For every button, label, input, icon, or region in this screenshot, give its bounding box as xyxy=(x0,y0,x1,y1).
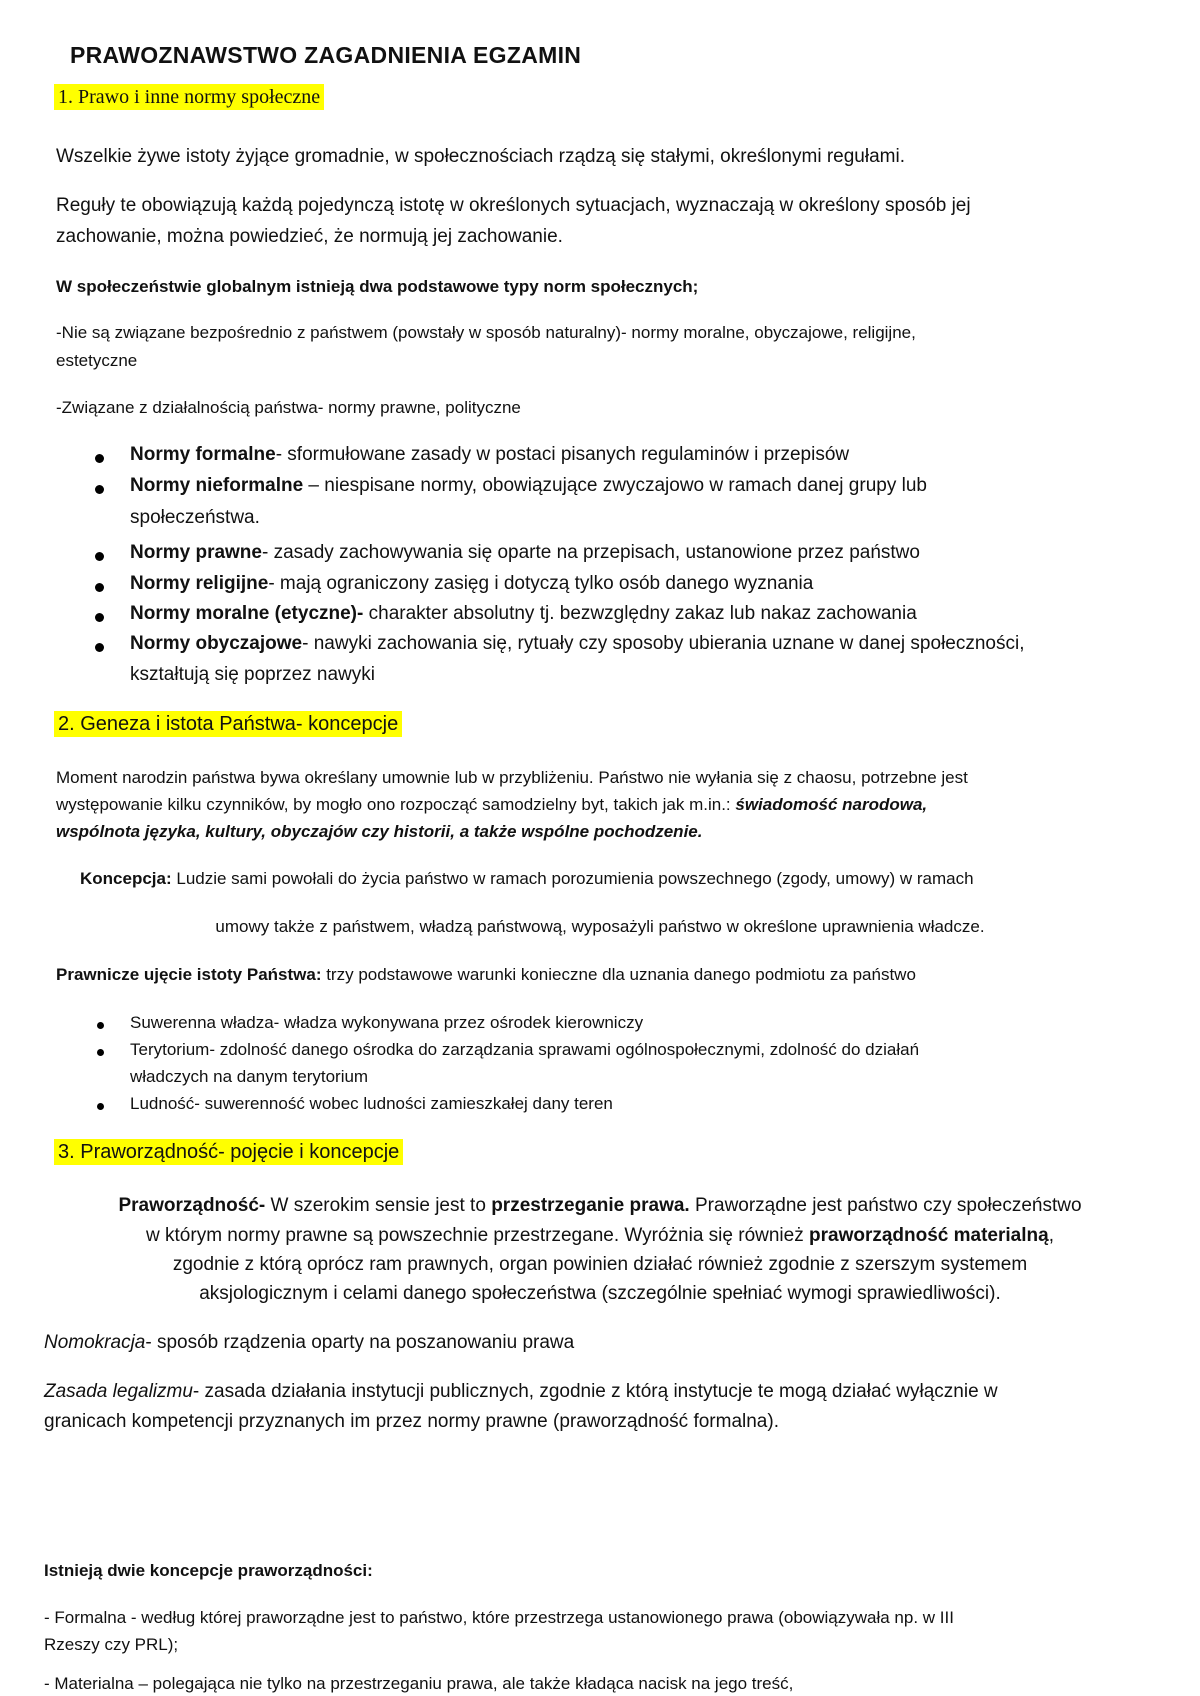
s1-paragraph-1: Wszelkie żywe istoty żyjące gromadnie, w społecznościach rządzą się stałymi, określonymi regułami. xyxy=(56,146,905,167)
bullet-icon xyxy=(97,1103,104,1110)
s3-two-concepts-heading: Istnieją dwie koncepcje praworządności: xyxy=(44,1561,373,1580)
bullet-icon xyxy=(95,485,104,494)
s3-centered-line-2: w którym normy prawne są powszechnie przestrzegane. Wyróżnia się również praworządność materialną, xyxy=(146,1225,1054,1246)
s2-paragraph-1b: występowanie kilku czynników, by mogło ono rozpocząć samodzielny byt, takich jak m.in.: świadomość narodowa, xyxy=(56,795,928,814)
bullet-icon xyxy=(95,643,104,652)
s2-prawnicze-line: Prawnicze ujęcie istoty Państwa: trzy podstawowe warunki konieczne dla uznania danego podmiotu za państwo xyxy=(56,965,916,984)
s1-paragraph-5: -Związane z działalnością państwa- normy prawne, polityczne xyxy=(56,398,521,417)
s1-paragraph-2a: Reguły te obowiązują każdą pojedynczą istotę w określonych sytuacjach, wyznaczają w określony sposób jej xyxy=(56,195,971,216)
s3-legalizm-line-1: Zasada legalizmu- zasada działania instytucji publicznych, zgodnie z którą instytucje te mogą działać wyłącznie w xyxy=(44,1381,998,1402)
s1-list-item: Normy formalne- sformułowane zasady w postaci pisanych regulaminów i przepisów xyxy=(130,444,850,465)
s1-list-item: Normy nieformalne – niespisane normy, obowiązujące zwyczajowo w ramach danej grupy lub xyxy=(130,475,927,496)
s3-material-line-1: - Materialna – polegająca nie tylko na przestrzeganiu prawa, ale także kładąca nacisk na jego treść, xyxy=(44,1674,794,1693)
s3-formal-line-2: Rzeszy czy PRL); xyxy=(44,1635,179,1654)
s2-koncepcja-line-2: umowy także z państwem, władzą państwową, wyposażyli państwo w określone uprawnienia władcze. xyxy=(215,917,985,936)
bullet-icon xyxy=(95,454,104,463)
s2-list-item: Terytorium- zdolność danego ośrodka do zarządzania sprawami ogólnospołecznymi, zdolność do działań xyxy=(130,1040,920,1059)
s1-list-item-continuation: kształtują się poprzez nawyki xyxy=(130,664,375,685)
s2-list-item: Ludność- suwerenność wobec ludności zamieszkałej dany teren xyxy=(130,1094,613,1113)
s3-centered-line-1: Praworządność- W szerokim sensie jest to przestrzeganie prawa. Praworządne jest państwo czy społeczeństwo xyxy=(118,1195,1082,1216)
bullet-icon xyxy=(97,1049,104,1056)
bullet-icon xyxy=(95,583,104,592)
section-3-heading-text: 3. Praworządność- pojęcie i koncepcje xyxy=(54,1139,403,1165)
section-1-heading xyxy=(54,86,324,109)
s1-paragraph-2b: zachowanie, można powiedzieć, że normują jej zachowanie. xyxy=(56,226,563,247)
bullet-icon xyxy=(95,552,104,561)
s1-list-item: Normy obyczajowe- nawyki zachowania się, rytuały czy sposoby ubierania uznane w danej społeczności, xyxy=(130,633,1025,654)
s1-paragraph-3: W społeczeństwie globalnym istnieją dwa podstawowe typy norm społecznych; xyxy=(56,277,699,296)
s2-list-item-continuation: władczych na danym terytorium xyxy=(130,1067,369,1086)
s3-nomokracja: Nomokracja- sposób rządzenia oparty na poszanowaniu prawa xyxy=(44,1332,575,1353)
s1-paragraph-4b: estetyczne xyxy=(56,351,138,370)
s2-paragraph-1c: wspólnota języka, kultury, obyczajów czy historii, a także wspólne pochodzenie. xyxy=(56,822,703,841)
bullet-icon xyxy=(95,613,104,622)
s2-paragraph-1a: Moment narodzin państwa bywa określany umownie lub w przybliżeniu. Państwo nie wyłania się z chaosu, potrzebne jest xyxy=(56,768,968,787)
s3-legalizm-line-2: granicach kompetencji przyznanych im przez normy prawne (praworządność formalna). xyxy=(44,1411,779,1432)
section-2-heading-text: 2. Geneza i istota Państwa- koncepcje xyxy=(54,711,402,737)
s1-list-item-continuation: społeczeństwa. xyxy=(130,507,260,528)
s1-list-item: Normy prawne- zasady zachowywania się oparte na przepisach, ustanowione przez państwo xyxy=(130,542,920,563)
s1-list-item: Normy moralne (etyczne)- charakter absolutny tj. bezwzględny zakaz lub nakaz zachowania xyxy=(130,603,917,624)
s2-list-item: Suwerenna władza- władza wykonywana przez ośrodek kierowniczy xyxy=(130,1013,644,1032)
s3-centered-line-4: aksjologicznym i celami danego społeczeństwa (szczególnie spełniać wymogi sprawiedliwości). xyxy=(199,1283,1001,1304)
s2-koncepcja-line-1: Koncepcja: Ludzie sami powołali do życia państwo w ramach porozumienia powszechnego (zgody, umowy) w ramach xyxy=(80,869,974,888)
bullet-icon xyxy=(97,1022,104,1029)
s1-paragraph-4a: -Nie są związane bezpośrednio z państwem (powstały w sposób naturalny)- normy moralne, obyczajowe, religijne, xyxy=(56,323,916,342)
s3-centered-line-3: zgodnie z którą oprócz ram prawnych, organ powinien działać również zgodnie z szerszym systemem xyxy=(172,1254,1028,1275)
section-2-heading xyxy=(54,713,402,736)
s3-formal-line-1: - Formalna - według której praworządne jest to państwo, które przestrzega ustanowionego prawa (obowiązywała np. w III xyxy=(44,1608,954,1627)
section-1-heading-text: 1. Prawo i inne normy społeczne xyxy=(54,84,324,110)
s1-list-item: Normy religijne- mają ograniczony zasięg i dotyczą tylko osób danego wyznania xyxy=(130,573,814,594)
document-title: PRAWOZNAWSTWO ZAGADNIENIA EGZAMIN xyxy=(70,42,582,68)
section-3-heading xyxy=(54,1141,403,1164)
